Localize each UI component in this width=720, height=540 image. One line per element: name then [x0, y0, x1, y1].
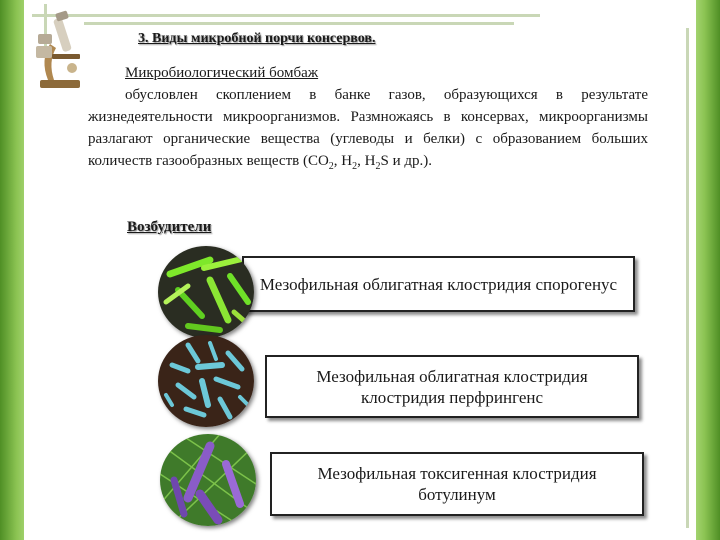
purple-rod-bacteria-image: [160, 434, 256, 526]
subtitle: Микробиологический бомбаж: [125, 65, 319, 81]
pathogen-card: [265, 355, 639, 418]
green-rod-bacteria-image: [158, 246, 254, 338]
pathogen-name: Мезофильная облигатная клостридия клостридия перфрингенс: [316, 366, 588, 407]
pathogen-name: Мезофильная токсигенная клостридия ботулинум: [317, 464, 597, 504]
pathogen-card: [270, 452, 644, 516]
pathogen-name: Мезофильная облигатная клостридия спорогенус: [259, 274, 618, 294]
blue-rod-bacteria-image: [158, 335, 254, 427]
pathogen-card: [242, 256, 635, 312]
microscope-icon: [36, 10, 88, 90]
section-heading: Возбудители: [127, 219, 212, 235]
description-paragraph: обусловлен скоплением в банке газов, образующихся в результате жизнедеятельности микроорганизмов. Размножаясь в консервах, микроорганизмы разлагают органические вещества (углеводы и белки) с образованием больших количеств газообразных веществ ($CO_2$, $H_2$, $H_2S$ и др.).: [88, 87, 648, 172]
decorative-line: [32, 14, 540, 17]
slide-title: 3. Виды микробной порчи консервов.: [138, 31, 376, 46]
decorative-line: [686, 28, 689, 528]
decorative-line: [84, 22, 514, 25]
right-green-border: [694, 0, 720, 540]
